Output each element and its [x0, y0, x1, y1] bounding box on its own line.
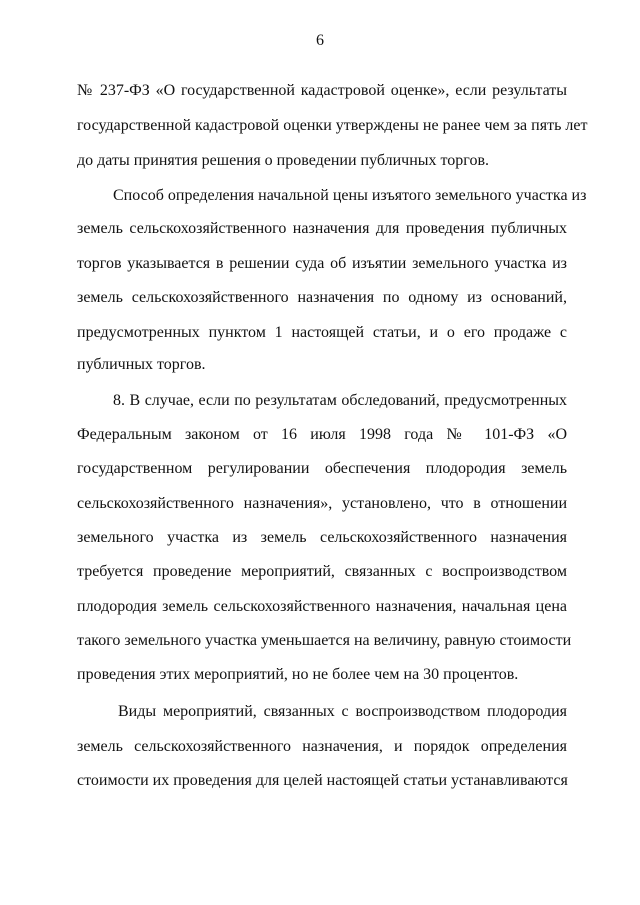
text-line: до даты принятия решения о проведении публичных торгов.: [77, 152, 490, 169]
text-line: земель сельскохозяйственного назначения для проведения публичных: [77, 220, 567, 237]
text-line: торгов указывается в решении суда об изъятии земельного участка из: [77, 255, 567, 272]
text-line: государственной кадастровой оценки утверждены не ранее чем за пять лет: [77, 117, 588, 134]
page-number: 6: [316, 32, 324, 49]
text-line: земельного участка из земель сельскохозяйственного назначения: [77, 529, 567, 546]
text-line: проведения этих мероприятий, но не более чем на 30 процентов.: [77, 666, 519, 683]
text-line: земель сельскохозяйственного назначения по одному из оснований,: [77, 289, 567, 306]
text-line: стоимости их проведения для целей настоящей статьи устанавливаются: [77, 772, 568, 789]
text-line: публичных торгов.: [77, 356, 206, 373]
text-line: № 237-ФЗ «О государственной кадастровой оценке», если результаты: [77, 82, 567, 99]
text-line: сельскохозяйственного назначения», установлено, что в отношении: [77, 495, 567, 512]
text-line: 8. В случае, если по результатам обследований, предусмотренных: [113, 392, 567, 409]
text-line: плодородия земель сельскохозяйственного назначения, начальная цена: [77, 598, 567, 615]
text-line: предусмотренных пунктом 1 настоящей статьи, и о его продаже с: [77, 324, 567, 341]
text-line: земель сельскохозяйственного назначения, и порядок определения: [77, 738, 567, 755]
text-line: Виды мероприятий, связанных с воспроизводством плодородия: [118, 703, 567, 720]
text-line: требуется проведение мероприятий, связанных с воспроизводством: [77, 563, 567, 580]
text-line: государственном регулировании обеспечения плодородия земель: [77, 460, 567, 477]
text-line: Федеральным законом от 16 июля 1998 года № 101-ФЗ «О: [77, 426, 567, 443]
text-line: Способ определения начальной цены изъятого земельного участка из: [113, 187, 587, 204]
text-line: такого земельного участка уменьшается на величину, равную стоимости: [77, 632, 572, 649]
